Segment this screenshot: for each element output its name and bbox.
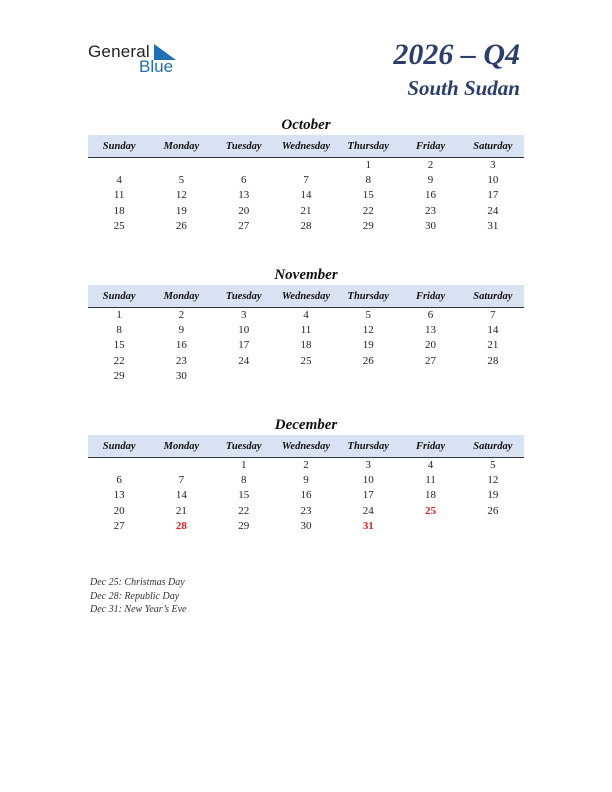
weekday-label: Saturday xyxy=(473,440,513,452)
day-cell: 2 xyxy=(427,159,434,171)
day-cell: 29 xyxy=(362,219,374,232)
weekday-header xyxy=(88,435,524,458)
day-cell: 24 xyxy=(238,354,250,367)
day-cell: 4 xyxy=(116,174,122,187)
month-name: November xyxy=(274,267,338,283)
holiday-note: Dec 31: New Year’s Eve xyxy=(90,604,187,615)
day-cell: 27 xyxy=(113,519,125,532)
day-cell: 17 xyxy=(238,339,250,352)
week-row xyxy=(88,354,524,369)
day-cell: 8 xyxy=(240,474,247,487)
day-cell: 31 xyxy=(362,519,374,532)
week-row xyxy=(88,504,524,519)
day-cell: 28 xyxy=(175,519,187,532)
month-name: December xyxy=(274,417,338,433)
day-cell: 17 xyxy=(362,489,374,502)
day-cell: 19 xyxy=(487,489,499,502)
day-cell xyxy=(88,458,150,473)
week-row xyxy=(88,473,524,488)
day-cell xyxy=(213,369,275,384)
week-row xyxy=(88,323,524,338)
day-cell: 25 xyxy=(113,219,125,232)
week-row xyxy=(88,219,524,234)
day-cell: 14 xyxy=(175,489,187,502)
day-cell: 11 xyxy=(425,474,436,487)
day-cell: 11 xyxy=(113,189,125,202)
day-cell: 14 xyxy=(487,324,499,337)
day-cell: 7 xyxy=(303,174,309,187)
day-cell: 18 xyxy=(113,204,125,217)
day-cell: 1 xyxy=(365,159,372,171)
day-cell: 23 xyxy=(300,504,312,517)
weekday-label: Thursday xyxy=(347,140,389,152)
week-row xyxy=(88,458,524,473)
day-cell xyxy=(337,369,399,384)
week-row xyxy=(88,488,524,503)
week-row xyxy=(88,338,524,353)
day-cell: 29 xyxy=(238,519,250,532)
month-name: October xyxy=(281,117,331,133)
week-row xyxy=(88,308,524,323)
weekday-label: Monday xyxy=(163,440,200,452)
day-cell: 16 xyxy=(300,489,312,502)
weekday-label: Wednesday xyxy=(281,440,331,452)
day-cell: 10 xyxy=(238,324,250,337)
day-cell: 13 xyxy=(425,324,437,337)
day-cell: 6 xyxy=(116,474,122,487)
day-cell: 28 xyxy=(487,354,499,367)
day-cell xyxy=(399,519,461,534)
day-cell: 31 xyxy=(487,219,499,232)
day-cell: 9 xyxy=(178,324,185,337)
day-cell: 8 xyxy=(116,324,122,337)
week-row xyxy=(88,519,524,534)
day-cell: 26 xyxy=(175,219,187,232)
day-cell: 21 xyxy=(300,204,312,217)
day-cell: 5 xyxy=(365,309,372,321)
day-cell: 4 xyxy=(303,309,309,321)
week-row xyxy=(88,204,524,219)
holiday-notes xyxy=(90,576,186,617)
day-cell: 21 xyxy=(175,504,187,517)
weekday-label: Tuesday xyxy=(225,290,262,302)
day-cell: 26 xyxy=(362,354,374,367)
logo-word-general: General xyxy=(88,42,150,61)
day-cell xyxy=(150,458,212,473)
day-cell: 3 xyxy=(240,309,247,321)
day-cell: 20 xyxy=(113,504,125,517)
holiday-note: Dec 25: Christmas Day xyxy=(90,577,185,588)
day-cell: 28 xyxy=(300,219,312,232)
day-cell: 26 xyxy=(487,504,499,517)
day-cell: 16 xyxy=(425,189,437,202)
day-cell: 10 xyxy=(487,174,499,187)
day-cell: 23 xyxy=(425,204,437,217)
generalblue-logo xyxy=(88,42,188,76)
month-october xyxy=(88,116,524,234)
day-cell: 9 xyxy=(427,174,434,187)
day-cell xyxy=(88,158,150,173)
day-cell: 30 xyxy=(300,519,312,532)
weekday-label: Sunday xyxy=(102,290,136,302)
day-cell: 22 xyxy=(238,504,250,517)
weekday-label: Tuesday xyxy=(225,440,262,452)
day-cell: 2 xyxy=(303,459,309,471)
day-cell: 2 xyxy=(178,309,185,321)
day-cell: 4 xyxy=(427,459,434,471)
day-cell: 20 xyxy=(238,204,250,217)
day-cell: 12 xyxy=(175,189,187,202)
weekday-label: Sunday xyxy=(102,140,136,152)
weekday-label: Wednesday xyxy=(281,290,331,302)
weekday-label: Saturday xyxy=(473,140,513,152)
day-cell xyxy=(275,369,337,384)
day-cell: 3 xyxy=(490,159,496,171)
day-cell xyxy=(462,369,524,384)
day-cell: 5 xyxy=(178,174,185,187)
day-cell: 3 xyxy=(365,459,372,471)
day-cell: 18 xyxy=(425,489,437,502)
weekday-label: Thursday xyxy=(347,440,389,452)
week-row xyxy=(88,188,524,203)
month-november xyxy=(88,266,524,384)
page-subtitle: South Sudan xyxy=(407,76,520,100)
day-cell: 22 xyxy=(113,354,125,367)
day-cell xyxy=(213,158,275,173)
week-row xyxy=(88,158,524,173)
holiday-note: Dec 28: Republic Day xyxy=(90,590,180,602)
day-cell: 18 xyxy=(300,339,312,352)
weekday-label: Friday xyxy=(415,290,446,302)
day-cell: 15 xyxy=(362,189,374,202)
day-cell: 9 xyxy=(303,474,309,487)
day-cell: 7 xyxy=(490,309,496,321)
day-cell: 10 xyxy=(362,474,374,487)
day-cell: 24 xyxy=(362,504,374,517)
day-cell: 5 xyxy=(490,459,496,471)
day-cell: 19 xyxy=(362,339,374,352)
logo-word-blue: Blue xyxy=(139,57,174,76)
weekday-label: Thursday xyxy=(347,290,389,302)
week-row xyxy=(88,173,524,188)
day-cell xyxy=(150,158,212,173)
day-cell: 12 xyxy=(487,474,499,487)
day-cell: 25 xyxy=(300,354,312,367)
day-cell: 30 xyxy=(425,219,437,232)
day-cell: 25 xyxy=(425,504,437,517)
weekday-label: Friday xyxy=(415,140,446,152)
day-cell: 8 xyxy=(365,174,372,187)
weekday-label: Sunday xyxy=(102,440,136,452)
day-cell: 11 xyxy=(300,324,312,337)
day-cell: 13 xyxy=(113,489,125,502)
day-cell: 14 xyxy=(300,189,312,202)
day-cell: 15 xyxy=(113,339,125,352)
weekday-label: Monday xyxy=(163,140,200,152)
day-cell: 20 xyxy=(425,339,437,352)
weekday-label: Friday xyxy=(415,440,446,452)
weekday-label: Tuesday xyxy=(225,140,262,152)
day-cell: 23 xyxy=(175,354,187,367)
day-cell: 27 xyxy=(238,219,250,232)
day-cell: 7 xyxy=(178,474,185,487)
weekday-header xyxy=(88,135,524,158)
day-cell xyxy=(462,519,524,534)
day-cell: 6 xyxy=(240,174,247,187)
day-cell: 12 xyxy=(362,324,374,337)
day-cell xyxy=(275,158,337,173)
page-title: 2026 – Q4 xyxy=(393,38,520,71)
weekday-header xyxy=(88,285,524,308)
day-cell: 1 xyxy=(240,459,247,471)
day-cell: 1 xyxy=(116,309,122,321)
day-cell: 21 xyxy=(487,339,499,352)
weekday-label: Saturday xyxy=(473,290,513,302)
day-cell: 30 xyxy=(175,369,187,382)
week-row xyxy=(88,369,524,384)
day-cell: 13 xyxy=(238,189,250,202)
day-cell: 19 xyxy=(175,204,187,217)
day-cell: 16 xyxy=(175,339,187,352)
day-cell xyxy=(399,369,461,384)
day-cell: 17 xyxy=(487,189,499,202)
day-cell: 27 xyxy=(425,354,437,367)
day-cell: 29 xyxy=(113,369,125,382)
weekday-label: Monday xyxy=(163,290,200,302)
day-cell: 6 xyxy=(427,309,434,321)
day-cell: 24 xyxy=(487,204,499,217)
day-cell: 15 xyxy=(238,489,250,502)
day-cell: 22 xyxy=(362,204,374,217)
month-december xyxy=(88,416,524,534)
weekday-label: Wednesday xyxy=(281,140,331,152)
